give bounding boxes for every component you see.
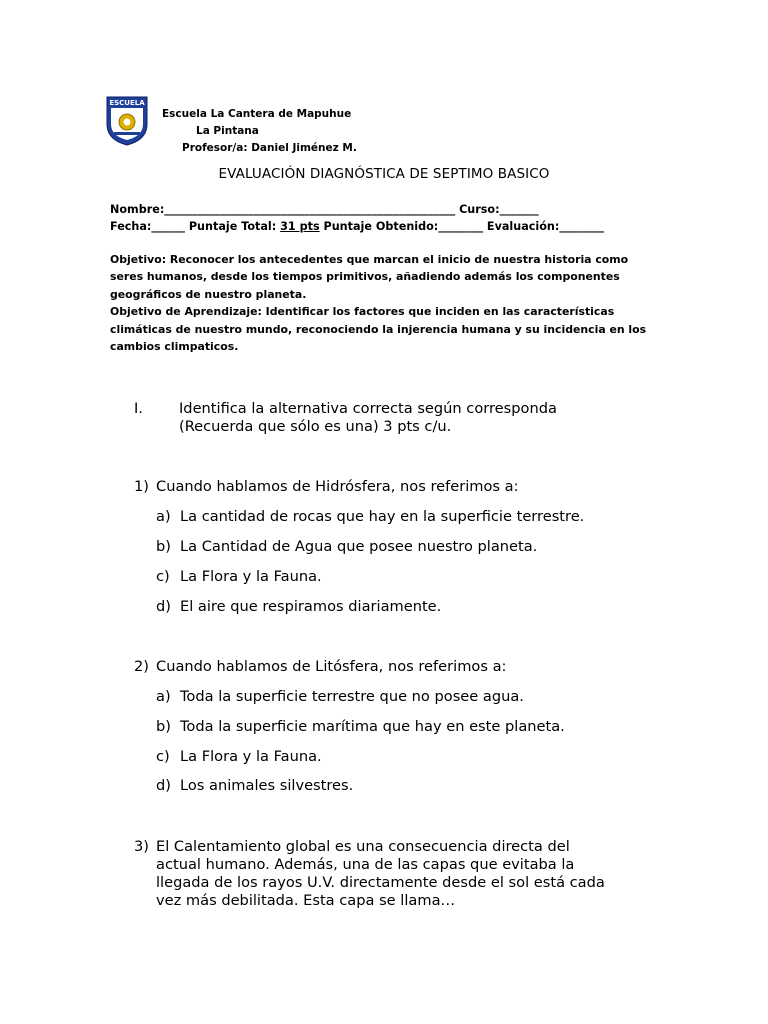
option-text: La cantidad de rocas que hay en la superficie terrestre. (180, 508, 585, 525)
question-number: 2) (134, 658, 149, 675)
question-number: 3) (134, 838, 149, 855)
question-text: Cuando hablamos de Litósfera, nos referimos a: (156, 658, 507, 675)
option-letter: b) (156, 538, 171, 555)
option-text: El aire que respiramos diariamente. (180, 598, 442, 615)
question-text (156, 838, 656, 910)
question-text: Cuando hablamos de Hidrósfera, nos referimos a: (156, 478, 519, 495)
option-letter: b) (156, 718, 171, 735)
option-2d[interactable] (156, 777, 353, 795)
name-course-field[interactable]: Nombre:____________________________________________________ Curso:_______ (110, 203, 539, 216)
question-number: 1) (134, 478, 149, 495)
school-commune: La Pintana (196, 125, 259, 137)
question-line-1: El Calentamiento global es una consecuencia directa del (156, 838, 570, 855)
student-fields (110, 201, 604, 235)
score-field-row[interactable] (110, 218, 604, 235)
option-letter: c) (156, 568, 170, 585)
option-letter: c) (156, 748, 170, 765)
option-letter: a) (156, 688, 171, 705)
teacher-name: Profesor/a: Daniel Jiménez M. (182, 142, 357, 154)
question-line-2: actual humano. Además, una de las capas que evitaba la (156, 856, 575, 873)
option-letter: d) (156, 777, 171, 794)
option-2c[interactable] (156, 748, 322, 766)
option-1c[interactable] (156, 568, 322, 586)
date-total-label: Fecha:______ Puntaje Total: (110, 220, 281, 233)
section-number: I. (134, 400, 143, 417)
section-instructions (179, 400, 649, 436)
option-text: Los animales silvestres. (180, 777, 354, 794)
option-letter: a) (156, 508, 171, 525)
crest-label: ESCUELA (109, 99, 145, 107)
objectives-block (110, 251, 655, 355)
school-crest-icon (106, 96, 148, 146)
option-text: Toda la superficie terrestre que no posee agua. (180, 688, 524, 705)
option-text: La Cantidad de Agua que posee nuestro planeta. (180, 538, 538, 555)
option-2b[interactable] (156, 718, 565, 736)
option-text: La Flora y la Fauna. (180, 748, 322, 765)
option-2a[interactable] (156, 688, 524, 706)
option-text: Toda la superficie marítima que hay en este planeta. (180, 718, 565, 735)
learning-objective-text: Objetivo de Aprendizaje: Identificar los factores que inciden en las características climáticas de nuestro mundo, reconociendo la injerencia humana y su incidencia en los cambios climpaticos. (110, 305, 647, 354)
objective-text: Objetivo: Reconocer los antecedentes que marcan el inicio de nuestra historia como seres humanos, desde los tiempos primitivos, añadiendo además los componentes geográficos de nuestro planeta. (110, 253, 629, 301)
option-1a[interactable] (156, 508, 584, 526)
school-info (162, 106, 357, 157)
section-line-1: Identifica la alternativa correcta según corresponda (179, 400, 557, 417)
option-1b[interactable] (156, 538, 537, 556)
obtained-evaluation-label: Puntaje Obtenido:________ Evaluación:________ (319, 220, 605, 233)
school-name: Escuela La Cantera de Mapuhue (162, 108, 352, 120)
option-1d[interactable] (156, 598, 441, 616)
question-line-4: vez más debilitada. Esta capa se llama… (156, 892, 456, 909)
option-text: La Flora y la Fauna. (180, 568, 322, 585)
option-letter: d) (156, 598, 171, 615)
question-line-3: llegada de los rayos U.V. directamente desde el sol está cada (156, 874, 605, 891)
section-line-2: (Recuerda que sólo es una) 3 pts c/u. (179, 418, 452, 435)
total-points: 31 pts (280, 220, 320, 233)
page-title: EVALUACIÓN DIAGNÓSTICA DE SEPTIMO BASICO (218, 166, 550, 182)
